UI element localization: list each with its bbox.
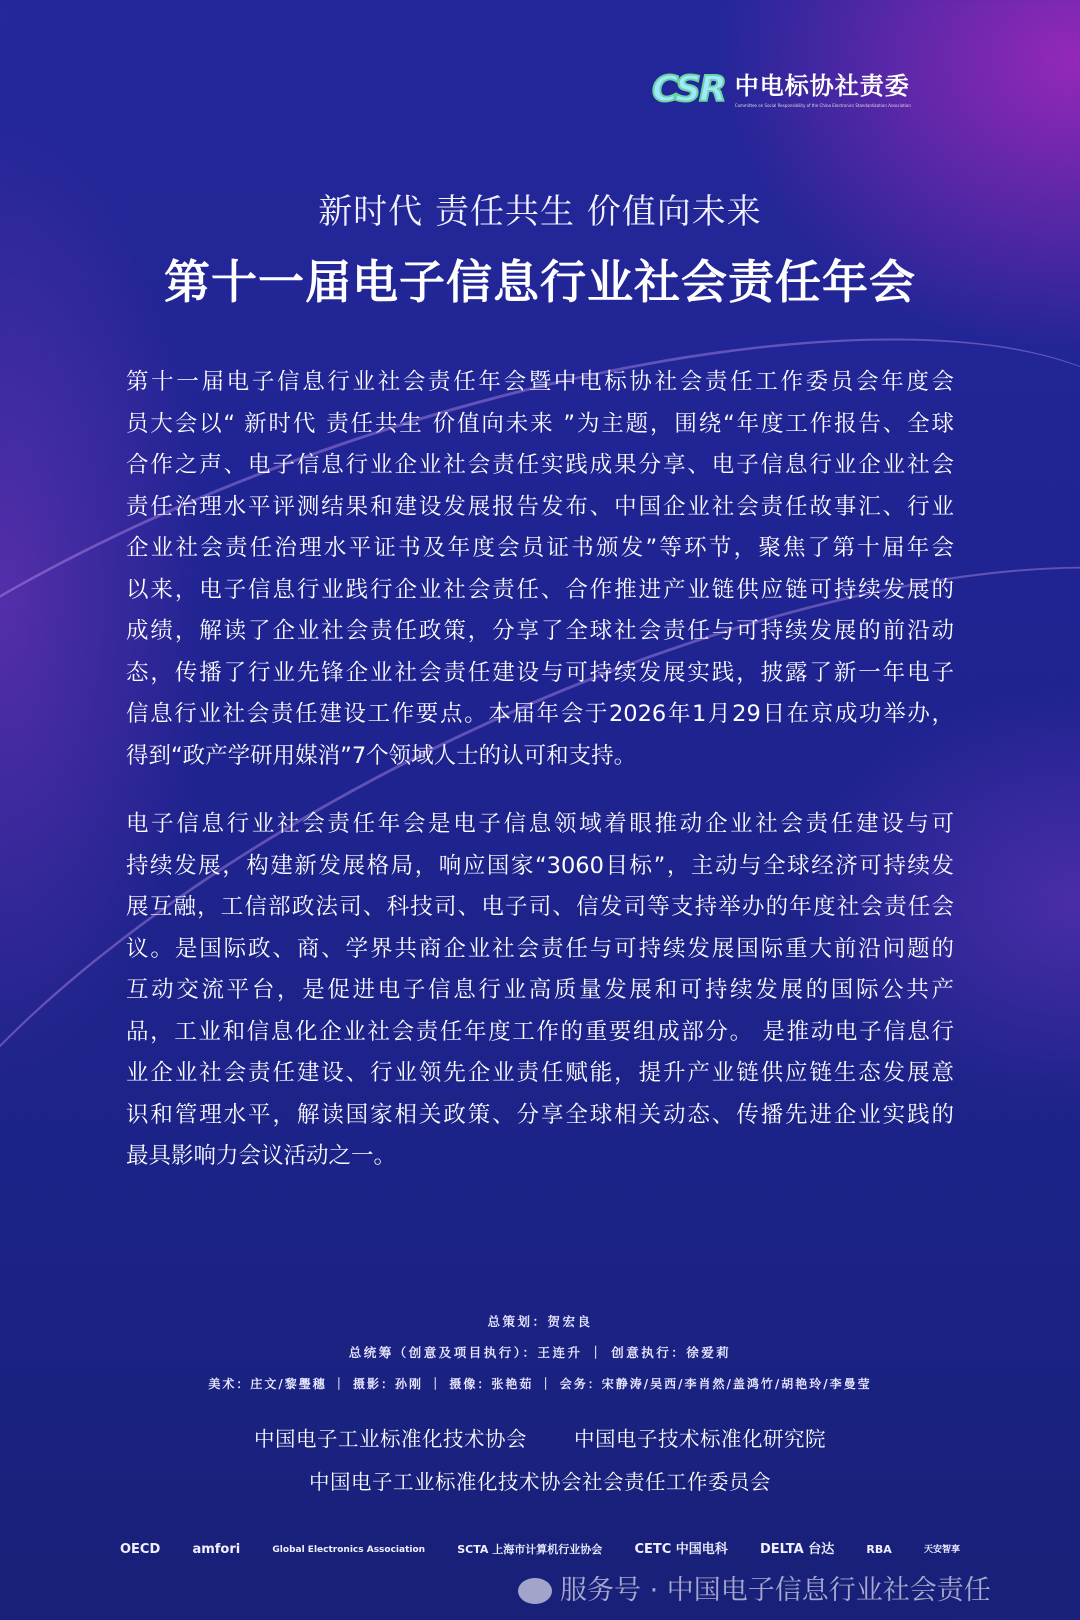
credit-chief-planner: 总策划：贺宏良 bbox=[487, 1314, 593, 1329]
csr-logo bbox=[652, 68, 911, 112]
wechat-icon bbox=[518, 1578, 552, 1604]
paragraph-line: 展互融，工信部政法司、科技司、电子司、信发司等支持举办的年度社会责任会 bbox=[126, 894, 954, 920]
logo-text bbox=[735, 71, 911, 109]
paragraph-line: 品，工业和信息化企业社会责任年度工作的重要组成部分。 是推动电子信息行 bbox=[126, 1018, 954, 1045]
paragraph-line: 业企业社会责任建设、行业领先企业责任赋能，提升产业链供应链生态发展意 bbox=[126, 1060, 954, 1086]
theme-subtitle: 新时代 责任共生 价值向未来 bbox=[318, 192, 762, 232]
partner-logo-scta: SCTA 上海市计算机行业协会 bbox=[457, 1543, 603, 1556]
paragraph-line: 持续发展，构建新发展格局，响应国家“3060目标”，主动与全球经济可持续发 bbox=[126, 852, 954, 879]
paragraph-line: 企业社会责任治理水平证书及年度会员证书颁发”等环节，聚焦了第十届年会 bbox=[126, 535, 954, 561]
wechat-watermark bbox=[518, 1574, 991, 1608]
organizers-line-1 bbox=[0, 1425, 1080, 1453]
description-paragraph bbox=[126, 804, 954, 1178]
paragraph-line: 最具影响力会议活动之一。 bbox=[126, 1143, 397, 1169]
watermark-text: 服务号 · 中国电子信息行业社会责任 bbox=[560, 1575, 991, 1606]
paragraph-line: 态，传播了行业先锋企业社会责任建设与可持续发展实践，披露了新一年电子 bbox=[126, 659, 954, 686]
intro-paragraph bbox=[126, 362, 954, 777]
paragraph-line: 议。是国际政、商、学界共商企业社会责任与可持续发展国际重大前沿问题的 bbox=[126, 935, 954, 962]
paragraph-line: 合作之声、电子信息行业企业社会责任实践成果分享、电子信息行业企业社会 bbox=[126, 452, 954, 478]
paragraph-line: 得到“政产学研用媒消”7个领域人士的认可和支持。 bbox=[126, 742, 637, 769]
partner-logos bbox=[120, 1538, 960, 1562]
organizer: 中国电子工业标准化技术协会社会责任工作委员会 bbox=[309, 1470, 771, 1494]
partner-logo-cetc: CETC 中国电科 bbox=[634, 1542, 728, 1557]
paragraph-line: 电子信息行业社会责任年会是电子信息领域着眼推动企业社会责任建设与可 bbox=[126, 811, 954, 837]
logo-tagline: Committee on Social Responsibility of the China Electronics Standardization Association bbox=[734, 103, 911, 108]
paragraph-line: 员大会以“ 新时代 责任共生 价值向未来 ”为主题，围绕“年度工作报告、全球 bbox=[126, 410, 954, 437]
paragraph-line: 以来，电子信息行业践行企业社会责任、合作推进产业链供应链可持续发展的 bbox=[126, 576, 954, 603]
organizer: 中国电子技术标准化研究院 bbox=[574, 1427, 827, 1451]
partner-logo-rba: RBA bbox=[866, 1543, 892, 1556]
credit-staff: 美术：庄文/黎璺穗 ｜ 摄影：孙刚 ｜ 摄像：张艳茹 ｜ 会务：宋静涛/吴西/李肖然/盖鸿竹/胡艳玲/李曼莹 bbox=[208, 1377, 872, 1391]
paragraph-line: 责任治理水平评测结果和建设发展报告发布、中国企业社会责任故事汇、行业 bbox=[126, 493, 954, 520]
page-title: 第十一届电子信息行业社会责任年会 bbox=[164, 255, 916, 309]
partner-logo-amfori: amfori bbox=[192, 1542, 241, 1557]
credit-coordination: 总统筹（创意及项目执行）：王连升 ｜ 创意执行：徐爱莉 bbox=[348, 1345, 732, 1360]
partner-logo-global-electronics: Global Electronics Association bbox=[272, 1545, 426, 1555]
paragraph-line: 信息行业社会责任建设工作要点。本届年会于2026年1月29日在京成功举办， bbox=[126, 701, 954, 727]
paragraph-line: 互动交流平台，是促进电子信息行业高质量发展和可持续发展的国际公共产 bbox=[126, 977, 954, 1003]
organizer: 中国电子工业标准化技术协会 bbox=[253, 1427, 527, 1451]
partner-logo-delta: DELTA 台达 bbox=[759, 1542, 835, 1557]
csr-logo-mark: CSR bbox=[652, 69, 725, 110]
partner-logo-tianan: 天安智享 bbox=[923, 1545, 960, 1555]
paragraph-line: 成绩，解读了企业社会责任政策，分享了全球社会责任与可持续发展的前沿动 bbox=[126, 618, 954, 644]
partner-logo-oecd: OECD bbox=[120, 1542, 161, 1557]
paragraph-line: 识和管理水平，解读国家相关政策、分享全球相关动态、传播先进企业实践的 bbox=[126, 1101, 954, 1128]
logo-name: 中电标协社责委 bbox=[734, 72, 910, 100]
paragraph-line: 第十一届电子信息行业社会责任年会暨中电标协社会责任工作委员会年度会 bbox=[126, 369, 954, 395]
